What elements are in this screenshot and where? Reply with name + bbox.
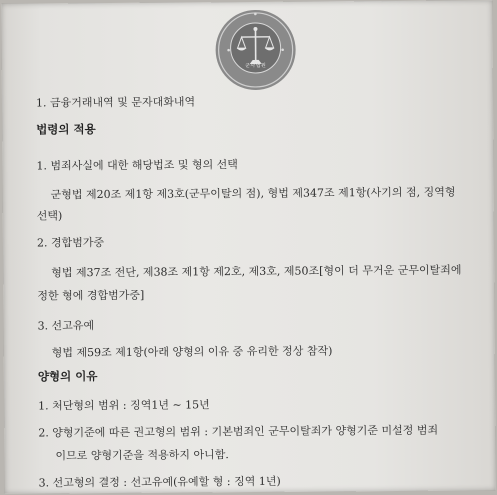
court-seal-icon [213, 8, 298, 93]
law-item-1-body: 군형법 제20조 제1항 제3호(군무이탈의 점), 형법 제347조 제1항(사기의 점, 징역형 [50, 185, 456, 202]
court-seal-text: 군사법원 [245, 62, 267, 70]
law-item-3-title: 3. 선고유예 [37, 319, 95, 333]
law-item-2-body: 형법 제37조 전단, 제38조 제1항 제2호, 제3호, 제50조[형이 더 무거운 군무이탈죄에 [51, 263, 462, 280]
section-heading-law: 법령의 적용 [36, 122, 96, 137]
law-item-1-title: 1. 범죄사실에 대한 해당법조 및 형의 선택 [36, 158, 238, 173]
court-seal [213, 8, 298, 93]
law-item-2-title: 2. 경합범가중 [36, 236, 105, 250]
document-page [1, 0, 495, 493]
sentencing-item-3: 3. 선고형의 결정 : 선고유예(유예할 형 : 징역 1년) [38, 474, 281, 490]
evidence-item-1: 1. 금융거래내역 및 문자대화내역 [35, 95, 196, 110]
law-item-2-body-cont: 정한 형에 경합범가중] [37, 288, 145, 303]
sentencing-item-1: 1. 처단형의 범위 : 징역1년 ~ 15년 [38, 398, 210, 413]
sentencing-item-2-cont: 이므로 양형기준을 적용하지 아니함. [55, 448, 229, 463]
law-item-3-body: 형법 제59조 제1항(아래 양형의 이유 중 유리한 정상 참작) [51, 344, 333, 360]
law-item-1-body-cont: 선택) [36, 209, 63, 223]
section-heading-sentencing: 양형의 이유 [37, 369, 98, 384]
sentencing-item-2: 2. 양형기준에 따른 권고형의 범위 : 기본범죄인 군무이탈죄가 양형기준 미설정 범죄 [38, 423, 439, 440]
